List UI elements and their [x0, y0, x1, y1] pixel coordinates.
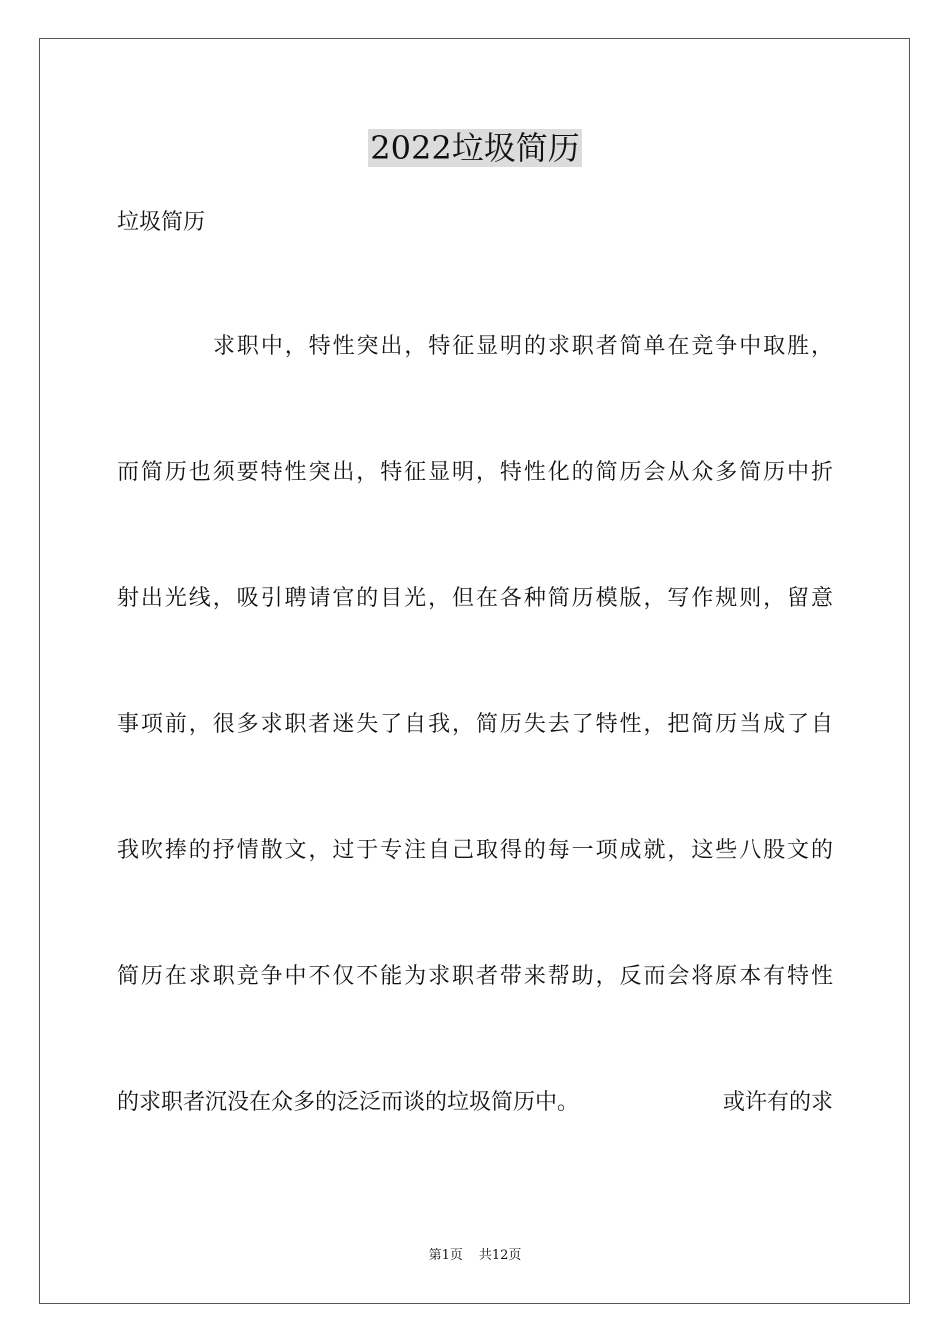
document-body: [117, 332, 833, 1214]
body-line-last: [117, 1088, 833, 1214]
page-total: 共12页: [478, 1248, 522, 1263]
body-line: 而简历也须要特性突出，特征显明，特性化的简历会从众多简历中折: [117, 460, 833, 485]
page-footer: [0, 1247, 950, 1265]
body-line: 事项前，很多求职者迷失了自我，简历失去了特性，把简历当成了自: [117, 712, 833, 737]
document-title-text: 2022垃圾简历: [370, 129, 580, 167]
document-subtitle: 垃圾简历: [117, 210, 206, 235]
body-line: 我吹捧的抒情散文，过于专注自己取得的每一项成就，这些八股文的: [117, 838, 833, 863]
body-line: 的求职者沉没在众多的泛泛而谈的垃圾简历中。: [117, 1090, 580, 1115]
body-line: 射出光线，吸引聘请官的目光，但在各种简历模版，写作规则，留意: [117, 586, 833, 611]
page-number: 第1页: [428, 1248, 463, 1263]
body-line: 简历在求职竞争中不仅不能为求职者带来帮助，反而会将原本有特性: [117, 964, 833, 989]
body-line: 求职中，特性突出，特征显明的求职者简单在竞争中取胜，: [213, 334, 833, 359]
document-title: [0, 126, 950, 170]
next-paragraph-start: 或许有的求: [722, 1090, 833, 1115]
